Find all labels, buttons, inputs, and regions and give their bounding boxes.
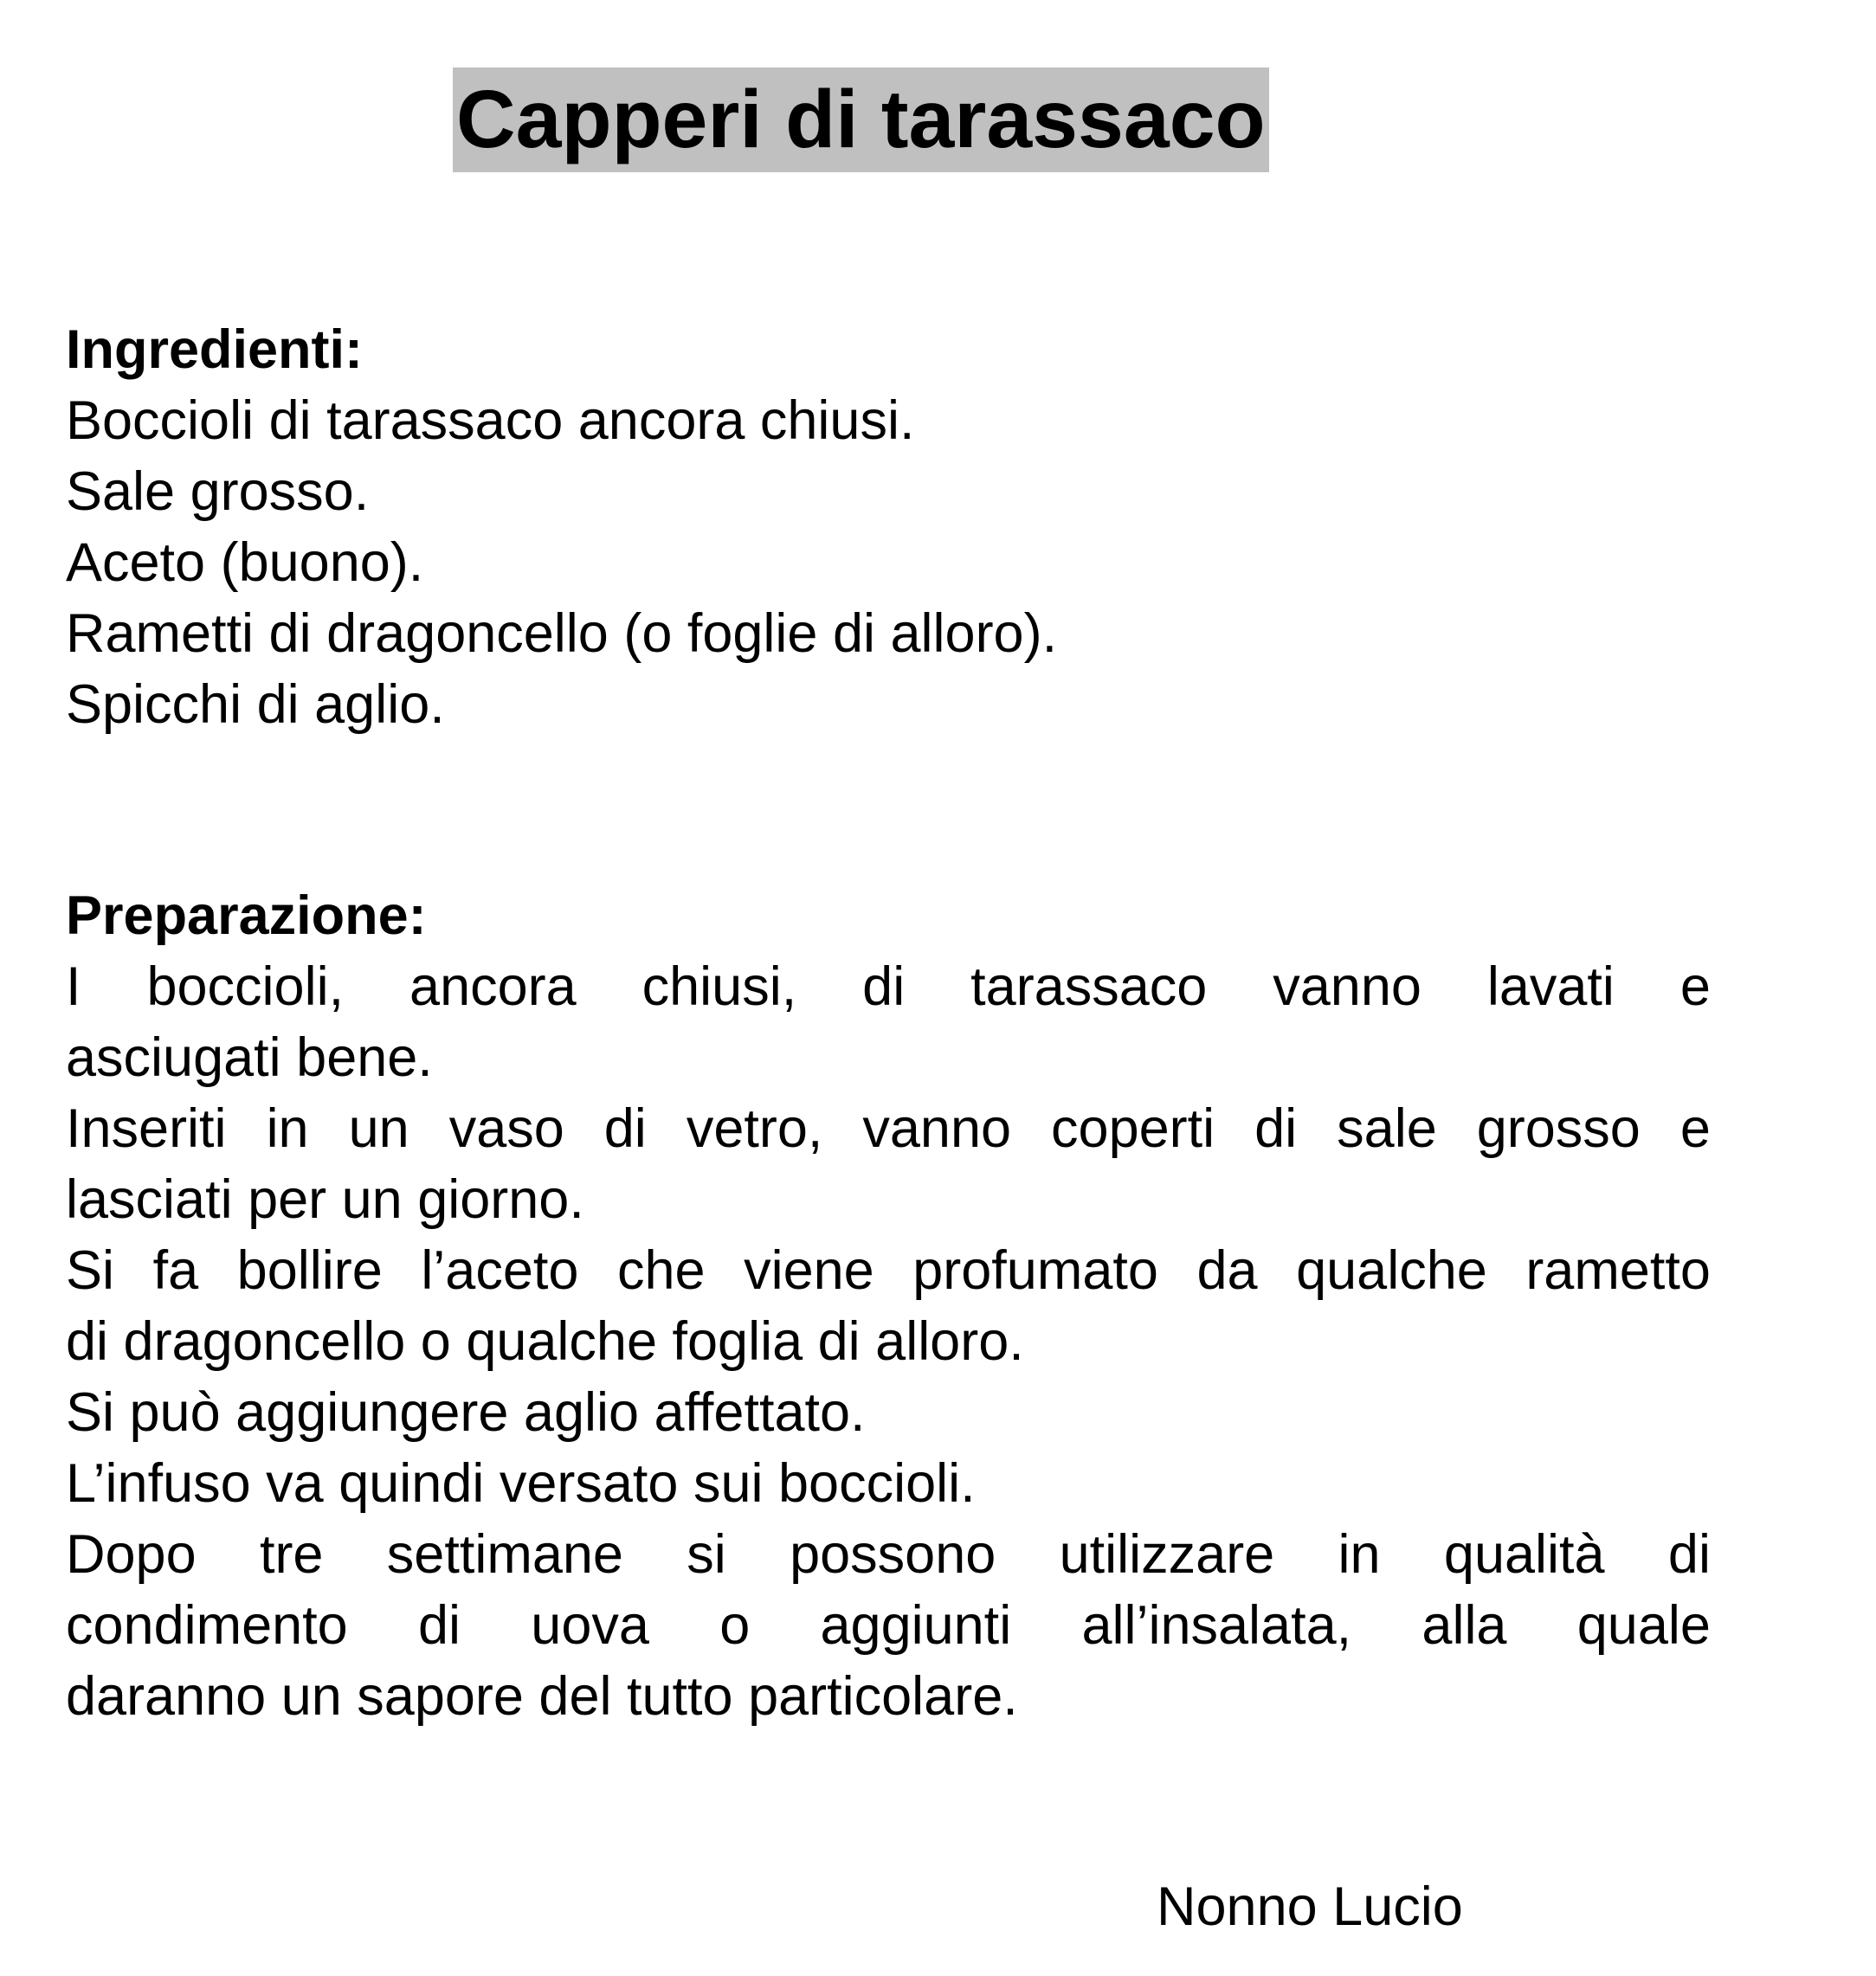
preparation-line: I boccioli, ancora chiusi, di tarassaco vanno lavati e — [66, 956, 1711, 1017]
preparation-line: lasciati per un giorno. — [66, 1169, 584, 1230]
preparation-section — [66, 880, 1711, 1732]
preparation-line: Si può aggiungere aglio affettato. — [66, 1382, 866, 1443]
preparation-line: daranno un sapore del tutto particolare. — [66, 1666, 1018, 1727]
preparation-line: Dopo tre settimane si possono utilizzare in qualità di — [66, 1524, 1711, 1585]
ingredient-item: Rametti di dragoncello (o foglie di alloro). — [66, 603, 1058, 664]
page-title: Capperi di tarassaco — [453, 68, 1269, 172]
ingredient-item: Boccioli di tarassaco ancora chiusi. — [66, 390, 915, 451]
ingredient-item: Spicchi di aglio. — [66, 674, 445, 735]
ingredient-item: Sale grosso. — [66, 461, 370, 522]
preparation-heading: Preparazione: — [66, 885, 427, 946]
preparation-line: Inseriti in un vaso di vetro, vanno coperti di sale grosso e — [66, 1098, 1711, 1159]
preparation-line: L’infuso va quindi versato sui boccioli. — [66, 1453, 976, 1514]
preparation-line: asciugati bene. — [66, 1027, 433, 1088]
ingredients-section — [66, 314, 1711, 740]
signature: Nonno Lucio — [1157, 1876, 1463, 1937]
ingredients-heading: Ingredienti: — [66, 319, 363, 380]
preparation-line: condimento di uova o aggiunti all’insalata, alla quale — [66, 1595, 1711, 1656]
preparation-line: di dragoncello o qualche foglia di alloro. — [66, 1311, 1024, 1372]
ingredient-item: Aceto (buono). — [66, 532, 424, 593]
preparation-line: Si fa bollire l’aceto che viene profumato da qualche rametto — [66, 1240, 1711, 1301]
